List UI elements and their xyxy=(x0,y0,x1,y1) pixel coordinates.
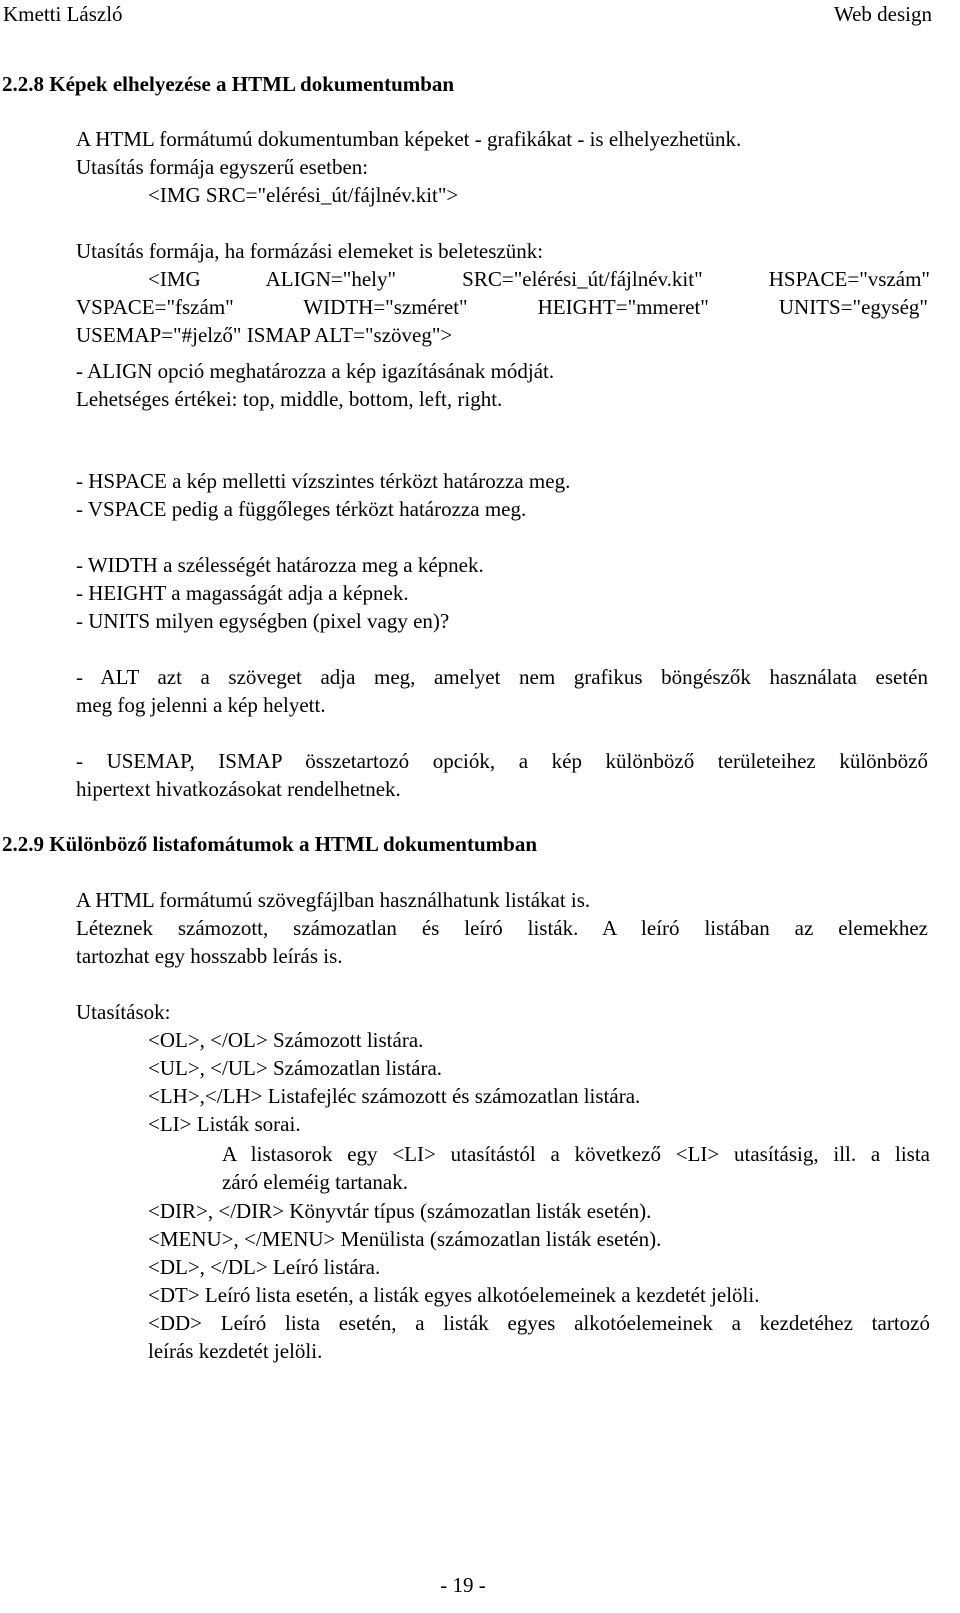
list-item: <OL>, </OL> Számozott listára. xyxy=(148,1028,424,1052)
code-line: <IMG ALIGN="hely" SRC="elérési_út/fájlnév.kit" HSPACE="vszám" xyxy=(148,267,930,291)
lists-intro xyxy=(76,886,928,970)
paragraph-line: záró eleméig tartanak. xyxy=(222,1170,408,1194)
commands-label xyxy=(76,998,928,1026)
code-line: VSPACE="fszám" WIDTH="szméret" HEIGHT="mmeret" UNITS="egység" xyxy=(76,295,928,319)
section-heading-2-2-8: 2.2.8 Képek elhelyezése a HTML dokumentumban xyxy=(2,72,455,96)
paragraph-line: A HTML formátumú dokumentumban képeket - grafikákat - is elhelyezhetünk. xyxy=(76,127,742,151)
header-subject: Web design xyxy=(833,2,932,26)
commands-list xyxy=(148,1026,930,1138)
code-line: <IMG SRC="elérési_út/fájlnév.kit"> xyxy=(148,183,459,207)
paragraph-line: meg fog jelenni a kép helyett. xyxy=(76,693,326,717)
list-item: <LH>,</LH> Listafejléc számozott és számozatlan listára. xyxy=(148,1084,641,1108)
code-line: USEMAP="#jelző" ISMAP ALT="szöveg"> xyxy=(76,323,453,347)
paragraph-line: hipertext hivatkozásokat rendelhetnek. xyxy=(76,777,401,801)
paragraph-line: Utasítás formája egyszerű esetben: xyxy=(76,155,369,179)
paragraph-line: Lehetséges értékei: top, middle, bottom, left, right. xyxy=(76,387,503,411)
img-full-syntax-rest xyxy=(76,293,928,349)
list-item: <DIR>, </DIR> Könyvtár típus (számozatlan listák esetén). xyxy=(148,1199,652,1223)
paragraph-line: A HTML formátumú szövegfájlban használhatunk listákat is. xyxy=(76,888,591,912)
paragraph-line: Utasítás formája, ha formázási elemeket is beleteszünk: xyxy=(76,239,544,263)
list-item: <MENU>, </MENU> Menülista (számozatlan listák esetén). xyxy=(148,1227,662,1251)
size-description xyxy=(76,551,928,635)
paragraph-line: - USEMAP, ISMAP összetartozó opciók, a kép különböző területeihez különböző xyxy=(76,749,928,773)
usemap-description xyxy=(76,747,928,803)
paragraph-line: tartozhat egy hosszabb leírás is. xyxy=(76,944,343,968)
list-item: <LI> Listák sorai. xyxy=(148,1112,301,1136)
paragraph-line: Utasítások: xyxy=(76,1000,171,1024)
paragraph-line: - UNITS milyen egységben (pixel vagy en)? xyxy=(76,609,450,633)
paragraph-line: - ALIGN opció meghatározza a kép igazításának módját. xyxy=(76,359,555,383)
page-number: - 19 - xyxy=(440,1573,486,1597)
paragraph-line: - HSPACE a kép melletti vízszintes térközt határozza meg. xyxy=(76,469,571,493)
align-description xyxy=(76,357,928,413)
list-item: <DD> Leíró lista esetén, a listák egyes alkotóelemeinek a kezdetéhez tartozó xyxy=(148,1311,930,1335)
paragraph-line: A listasorok egy <LI> utasítástól a következő <LI> utasításig, ill. a lista xyxy=(222,1142,930,1166)
list-item: <DL>, </DL> Leíró listára. xyxy=(148,1255,381,1279)
list-item: leírás kezdetét jelöli. xyxy=(148,1339,323,1363)
space-description xyxy=(76,467,928,523)
header-author: Kmetti László xyxy=(3,2,123,26)
alt-description xyxy=(76,663,928,719)
img-intro xyxy=(76,125,928,181)
paragraph-line: - VSPACE pedig a függőleges térközt határozza meg. xyxy=(76,497,527,521)
img-form2-label xyxy=(76,237,928,265)
li-note xyxy=(222,1140,930,1196)
paragraph-line: Léteznek számozott, számozatlan és leíró listák. A leíró listában az elemekhez xyxy=(76,916,928,940)
paragraph-line: - ALT azt a szöveget adja meg, amelyet nem grafikus böngészők használata esetén xyxy=(76,665,928,689)
list-item: <DT> Leíró lista esetén, a listák egyes alkotóelemeinek a kezdetét jelöli. xyxy=(148,1283,760,1307)
paragraph-line: - WIDTH a szélességét határozza meg a képnek. xyxy=(76,553,484,577)
section-heading-2-2-9: 2.2.9 Különböző listafomátumok a HTML dokumentumban xyxy=(2,832,538,856)
paragraph-line: - HEIGHT a magasságát adja a képnek. xyxy=(76,581,409,605)
commands-list-2 xyxy=(148,1197,930,1365)
list-item: <UL>, </UL> Számozatlan listára. xyxy=(148,1056,443,1080)
img-full-syntax-line-1 xyxy=(148,265,930,293)
img-simple-syntax xyxy=(148,181,930,209)
